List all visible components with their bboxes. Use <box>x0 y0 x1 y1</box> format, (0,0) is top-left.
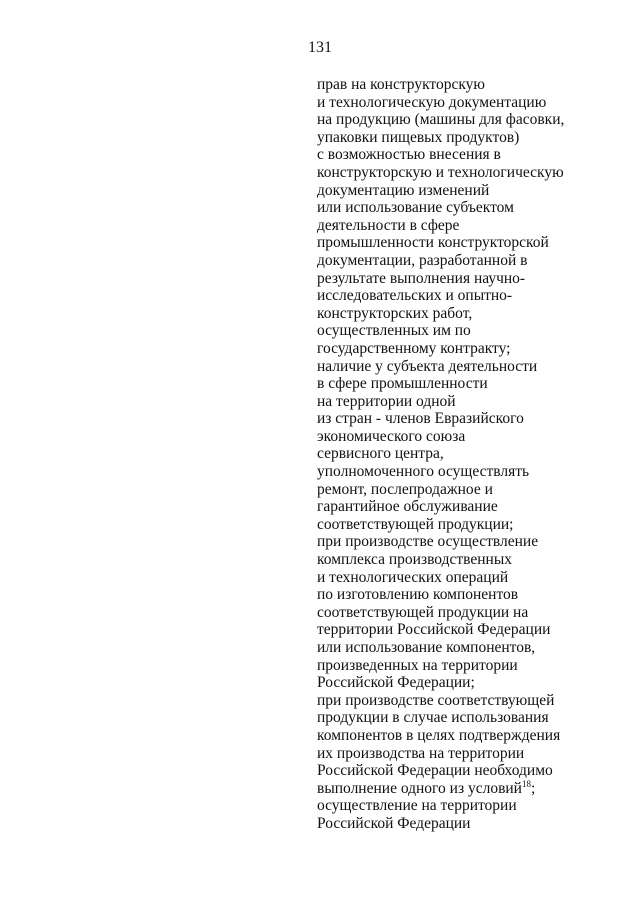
text-line: государственному контракту; <box>317 339 511 357</box>
text-line: промышленности конструкторской <box>317 234 549 252</box>
text-line: при производстве соответствующей <box>317 691 555 709</box>
text-line: или использование компонентов, <box>317 639 536 656</box>
text-line: и технологических операций <box>317 568 509 586</box>
text-line: при производстве осуществление <box>317 533 539 551</box>
footnote-suffix: ; <box>530 779 536 797</box>
text-line-body: выполнение одного из условий <box>317 779 522 797</box>
text-line: ремонт, послепродажное и <box>317 480 493 498</box>
page-number: 131 <box>308 39 332 56</box>
text-line: деятельности в сфере <box>317 216 460 234</box>
text-line: уполномоченного осуществлять <box>317 463 530 481</box>
text-line: осуществление на территории <box>317 797 517 815</box>
text-line: Российской Федерации необходимо <box>317 762 553 780</box>
text-line: на территории одной <box>317 392 456 410</box>
text-line: соответствующей продукции на <box>317 603 529 621</box>
text-line: по изготовлению компонентов <box>317 586 519 604</box>
text-line: гарантийное обслуживание <box>317 498 498 516</box>
text-line: с возможностью внесения в <box>317 146 501 164</box>
text-line: соответствующей продукции; <box>317 515 514 533</box>
text-column <box>317 76 617 833</box>
text-line: в сфере промышленности <box>317 375 488 393</box>
text-line: на продукцию (машины для фасовки, <box>317 111 565 129</box>
text-line: Российской Федерации <box>317 814 471 832</box>
text-line: произведенных на территории <box>317 656 518 674</box>
text-line: конструкторскую и технологическую <box>317 163 564 181</box>
text-line: территории Российской Федерации <box>317 621 551 639</box>
footnote-marker: 18 <box>521 778 531 789</box>
text-line: комплекса производственных <box>317 551 513 569</box>
text-line: прав на конструкторскую <box>317 76 486 93</box>
text-line: осуществленных им по <box>317 322 471 340</box>
text-line: упаковки пищевых продуктов) <box>317 128 520 146</box>
text-line: продукции в случае использования <box>317 709 549 727</box>
text-line: компонентов в целях подтверждения <box>317 726 561 744</box>
text-line: конструкторских работ, <box>317 304 473 322</box>
text-line: наличие у субъекта деятельности <box>317 357 538 375</box>
text-line: Российской Федерации; <box>317 674 475 692</box>
text-line: их производства на территории <box>317 744 525 762</box>
text-line-with-footnote <box>317 780 617 798</box>
text-line: документации, разработанной в <box>317 251 528 269</box>
text-line: исследовательских и опытно- <box>317 287 513 305</box>
text-line: экономического союза <box>317 427 466 445</box>
text-line: результате выполнения научно- <box>317 269 526 287</box>
text-line: документацию изменений <box>317 181 490 199</box>
text-line: или использование субъектом <box>317 199 514 217</box>
text-line: из стран - членов Евразийского <box>317 410 524 428</box>
text-line: и технологическую документацию <box>317 93 547 111</box>
text-line: сервисного центра, <box>317 445 444 463</box>
